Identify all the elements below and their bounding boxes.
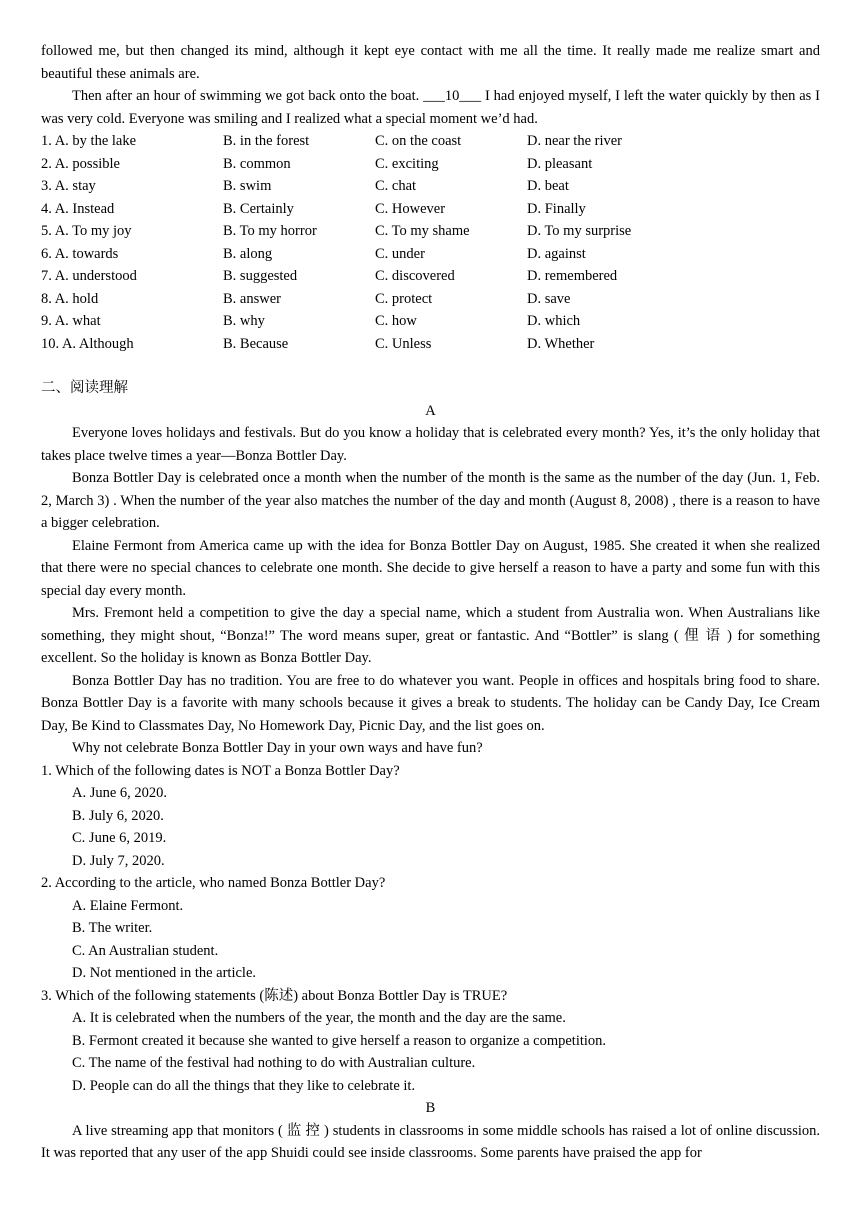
answer-option: C. June 6, 2019. <box>72 830 167 846</box>
cloze-option-row <box>41 220 820 243</box>
cloze-option: C. discovered <box>375 268 455 284</box>
passage-paragraph: Everyone loves holidays and festivals. But do you know a holiday that is celebrated every month? Yes, it’s the only holiday that takes place twelve times a year—Bonza Bottler Day. <box>41 425 820 464</box>
cloze-option: 8. A. hold <box>41 290 99 307</box>
cloze-option: D. near the river <box>527 133 623 149</box>
answer-option: D. People can do all the things that they like to celebrate it. <box>72 1077 416 1094</box>
cloze-option: 7. A. understood <box>41 268 137 284</box>
cloze-option: C. exciting <box>375 155 439 172</box>
cloze-option-row <box>41 153 820 176</box>
cloze-option: 10. A. Although <box>41 335 134 352</box>
cloze-option: 4. A. Instead <box>41 200 115 217</box>
cloze-option: C. However <box>375 200 446 217</box>
cloze-option: B. To my horror <box>223 223 317 239</box>
cloze-option: B. answer <box>223 290 281 307</box>
cloze-option: D. beat <box>527 178 569 194</box>
answer-option: B. Fermont created it because she wanted to give herself a reason to organize a competition. <box>72 1032 607 1049</box>
cloze-option: D. which <box>527 313 581 329</box>
cloze-option-row <box>41 310 820 333</box>
answer-option: C. An Australian student. <box>72 942 219 959</box>
cloze-option: D. remembered <box>527 268 618 284</box>
cloze-option: B. Certainly <box>223 200 294 217</box>
answer-option: B. July 6, 2020. <box>72 807 164 824</box>
cloze-paragraph: Then after an hour of swimming we got back onto the boat. ___10___ I had enjoyed myself, I left the water quickly by then as I was very cold. Everyone was smiling and I realized what a special moment we’d had. <box>41 88 820 127</box>
cloze-option: D. Whether <box>527 335 595 352</box>
question-stem: 2. According to the article, who named Bonza Bottler Day? <box>41 875 386 891</box>
cloze-option: D. To my surprise <box>527 223 632 239</box>
answer-option: A. June 6, 2020. <box>72 785 168 801</box>
passage-label: B <box>425 1100 436 1116</box>
cloze-option: D. against <box>527 245 586 262</box>
cloze-option: C. under <box>375 245 425 262</box>
cloze-paragraph: followed me, but then changed its mind, although it kept eye contact with me all the time. It really made me realize smart and beautiful these animals are. <box>41 43 820 82</box>
passage-paragraph: A live streaming app that monitors ( 监 控 ) students in classrooms in some middle schools has raised a lot of online discussion. It was reported that any user of the app Shuidi could see inside classrooms. Some parents have praised the app for <box>41 1122 820 1161</box>
cloze-option: C. Unless <box>375 335 432 352</box>
question-list <box>41 760 820 1098</box>
cloze-option: D. Finally <box>527 200 586 217</box>
answer-option: B. The writer. <box>72 920 153 936</box>
cloze-options <box>41 130 820 355</box>
cloze-option: 3. A. stay <box>41 178 96 194</box>
cloze-option: D. save <box>527 290 571 307</box>
answer-option: A. It is celebrated when the numbers of the year, the month and the day are the same. <box>72 1010 566 1026</box>
cloze-option: C. chat <box>375 178 417 194</box>
cloze-option: 1. A. by the lake <box>41 133 137 149</box>
cloze-option-row <box>41 265 820 288</box>
passage-paragraph: Elaine Fermont from America came up with the idea for Bonza Bottler Day on August, 1985. She created it when she realized that there were no special chances to celebrate one month. She decide to give herself a reason to have a party and some fun with this special day every month. <box>41 537 820 599</box>
cloze-option: B. Because <box>223 335 289 352</box>
passage-a-body <box>41 422 820 760</box>
cloze-option: 5. A. To my joy <box>41 223 132 239</box>
cloze-option-row <box>41 288 820 311</box>
cloze-option: B. why <box>223 313 265 329</box>
cloze-option: B. suggested <box>223 268 298 284</box>
passage-paragraph: Bonza Bottler Day has no tradition. You are free to do whatever you want. People in offices and hospitals bring food to share. Bonza Bottler Day is a favorite with many schools because it gives a break to students. The holiday can be Candy Day, Ice Cream Day, Be Kind to Classmates Day, No Homework Day, Picnic Day, and the list goes on. <box>41 672 820 734</box>
cloze-option: C. protect <box>375 290 433 307</box>
question-stem: 3. Which of the following statements (陈述) about Bonza Bottler Day is TRUE? <box>41 987 508 1004</box>
cloze-option: 6. A. towards <box>41 245 119 262</box>
cloze-option: C. on the coast <box>375 133 462 149</box>
cloze-option-row <box>41 243 820 266</box>
answer-option: C. The name of the festival had nothing to do with Australian culture. <box>72 1055 476 1071</box>
answer-option: D. July 7, 2020. <box>72 852 165 869</box>
passage-paragraph: Mrs. Fremont held a competition to give the day a special name, which a student from Australia won. When Australians like something, they might shout, “Bonza!” The word means super, great or fantastic. And “Bottler” is slang ( 俚 语 ) for something excellent. So the holiday is known as Bonza Bottler Day. <box>41 605 820 666</box>
cloze-option-row <box>41 198 820 221</box>
cloze-option-row <box>41 130 820 153</box>
cloze-option: 9. A. what <box>41 313 101 329</box>
answer-option: D. Not mentioned in the article. <box>72 965 257 981</box>
section-title: 二、阅读理解 <box>41 380 128 396</box>
cloze-option-row <box>41 333 820 356</box>
cloze-option: D. pleasant <box>527 155 593 172</box>
cloze-option-row <box>41 175 820 198</box>
cloze-option: B. common <box>223 155 291 172</box>
cloze-option: B. in the forest <box>223 133 310 149</box>
cloze-option: B. along <box>223 245 273 262</box>
question-stem: 1. Which of the following dates is NOT a Bonza Bottler Day? <box>41 762 400 779</box>
passage-paragraph: Why not celebrate Bonza Bottler Day in your own ways and have fun? <box>72 740 483 756</box>
cloze-option: 2. A. possible <box>41 155 120 172</box>
cloze-option: C. To my shame <box>375 223 470 239</box>
answer-option: A. Elaine Fermont. <box>72 897 184 914</box>
cloze-option: B. swim <box>223 178 272 194</box>
cloze-option: C. how <box>375 313 417 329</box>
passage-label: A <box>425 402 436 419</box>
passage-paragraph: Bonza Bottler Day is celebrated once a month when the number of the month is the same as the number of the day (Jun. 1, Feb. 2, March 3) . When the number of the year also matches the number of the day and month (August 8, 2008) , there is a reason to have a bigger celebration. <box>41 470 820 531</box>
